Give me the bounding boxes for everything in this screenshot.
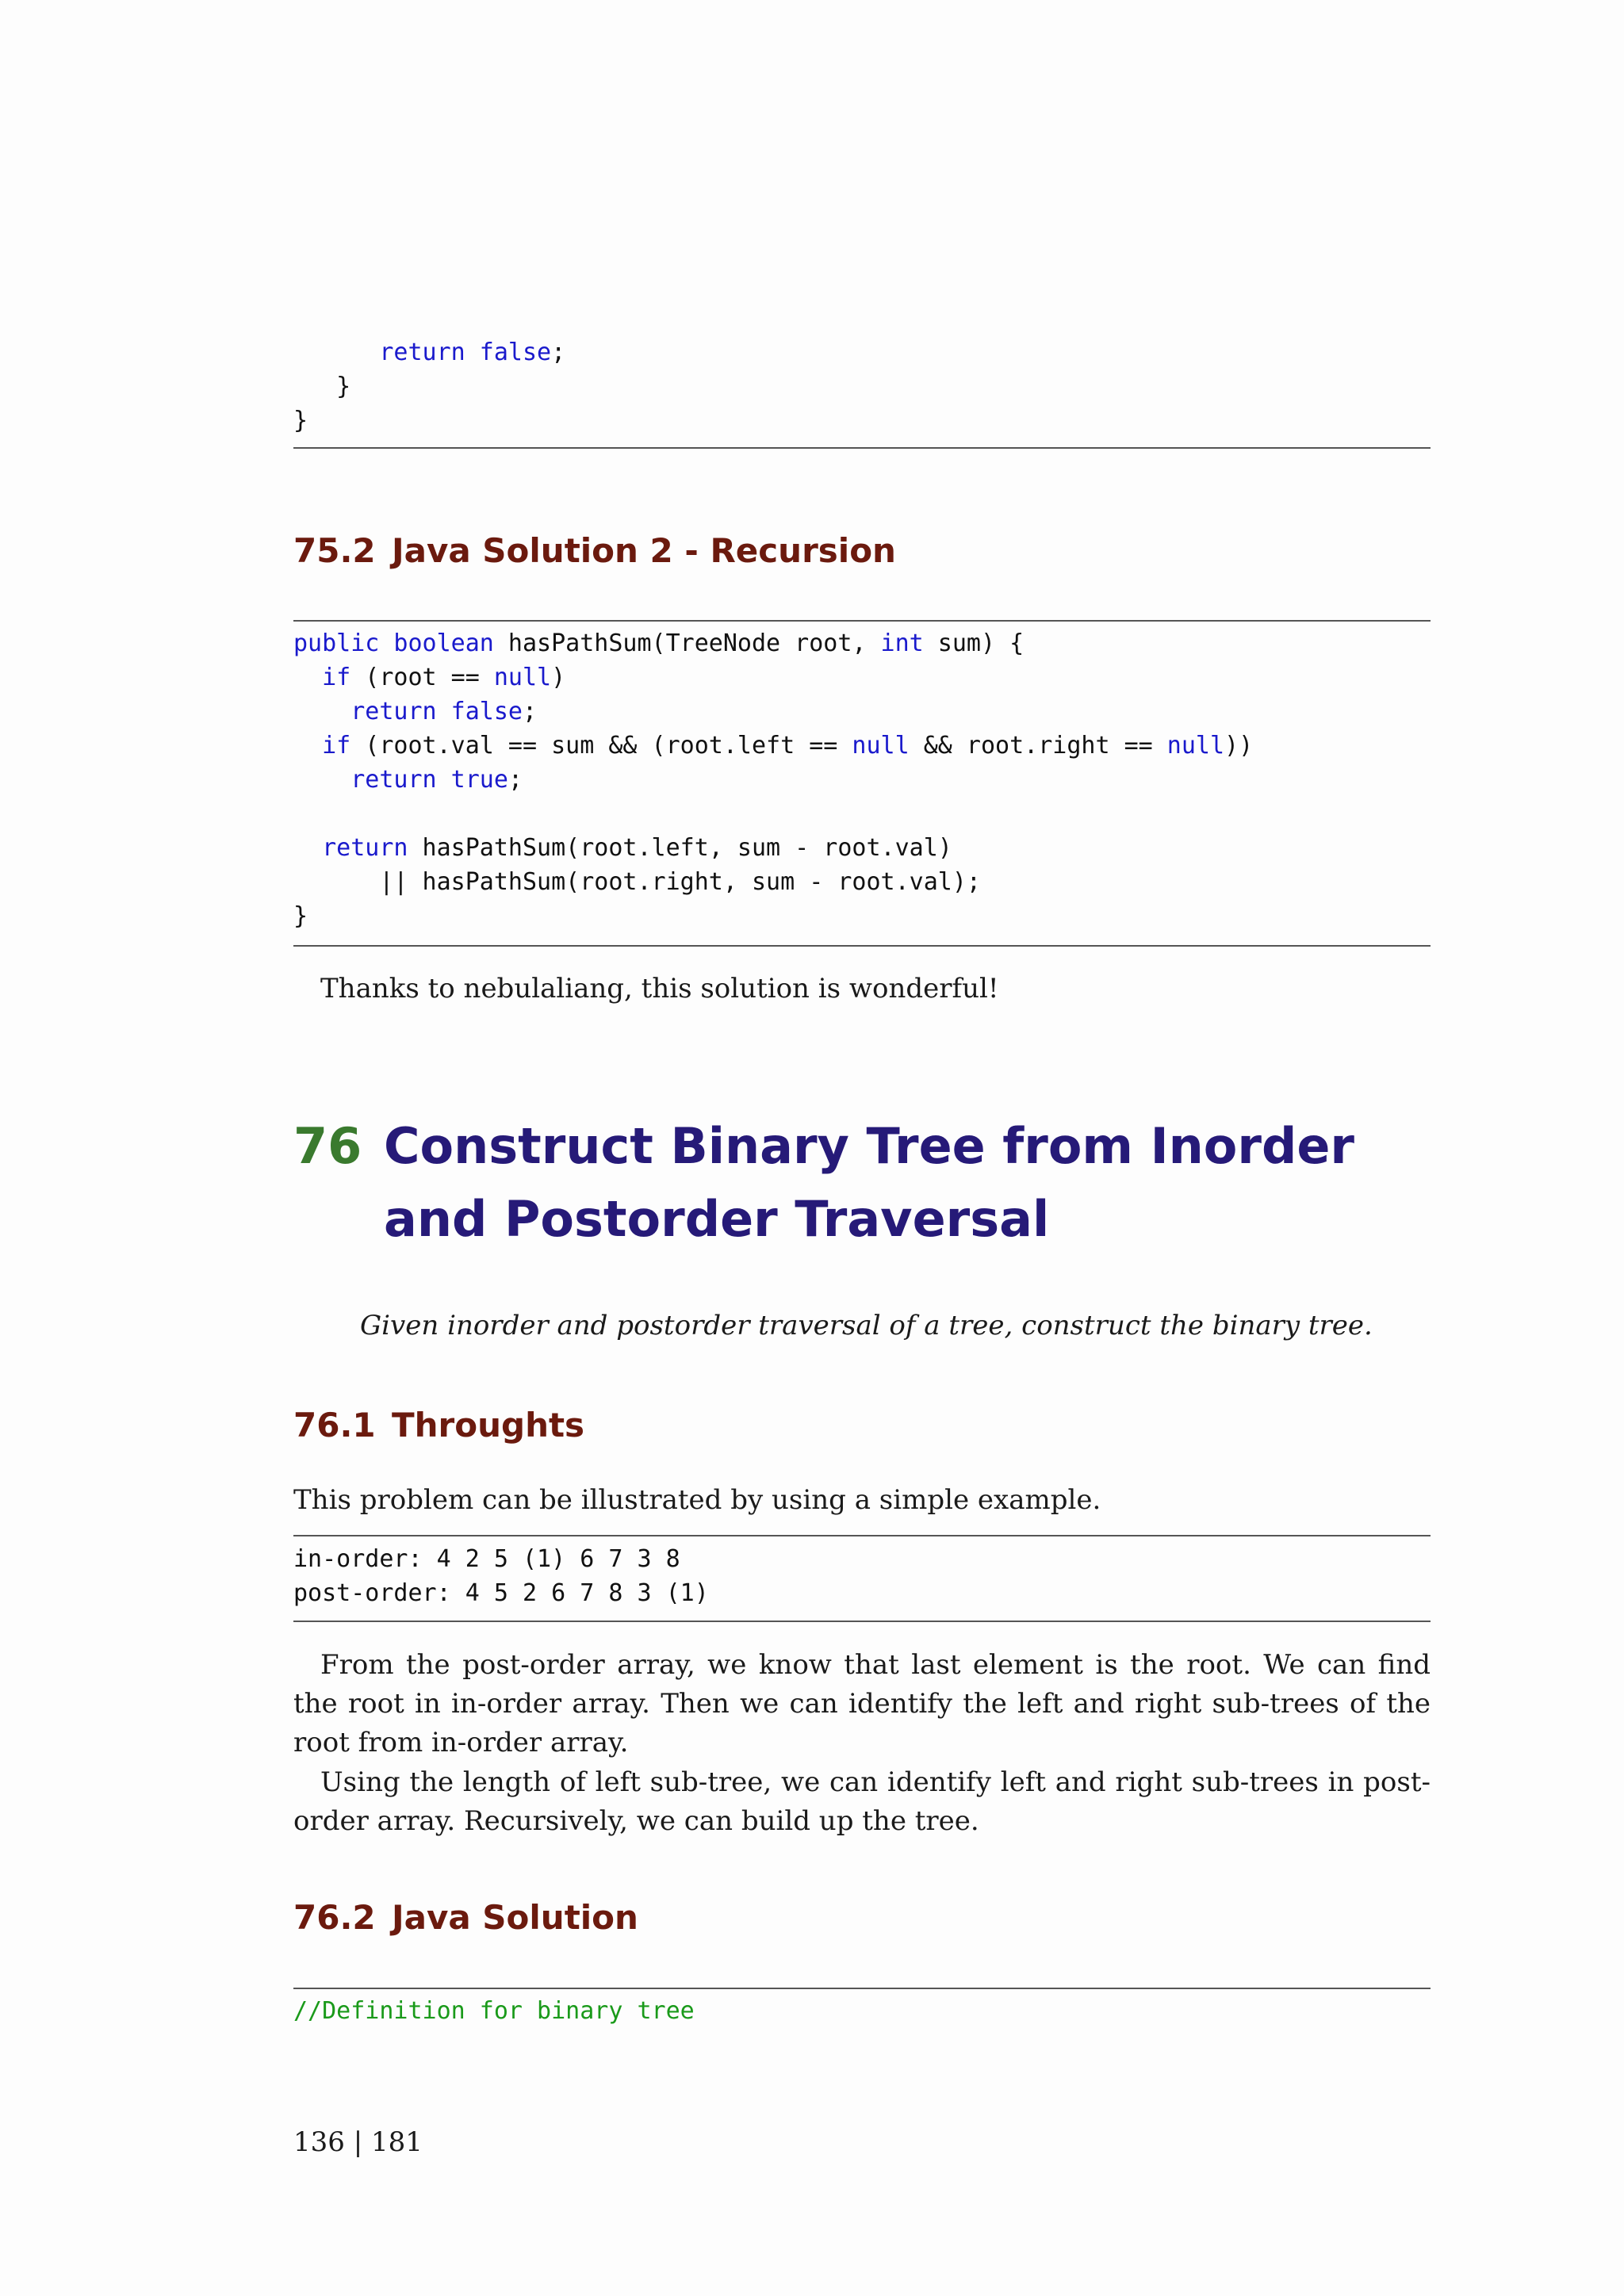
code-block-traversal-example — [293, 1542, 709, 1610]
code-line — [293, 629, 1024, 657]
code-block-top — [293, 335, 565, 438]
code-line — [293, 1545, 680, 1573]
code-token — [293, 698, 350, 725]
code-token — [293, 339, 379, 366]
chapter-number: 76 — [293, 1117, 362, 1175]
code-keyword: null — [1166, 732, 1225, 760]
code-token: ; — [551, 339, 566, 366]
code-rule-top — [293, 620, 1431, 622]
code-keyword: if — [322, 664, 351, 691]
code-token — [293, 664, 322, 691]
code-comment: //Definition for binary tree — [293, 1997, 695, 2025]
code-rule-bottom — [293, 945, 1431, 947]
explanation-paragraph-2: Using the length of left sub-tree, we can identify left and right sub-trees in post-order array. Recursively, we can build up the tree. — [293, 1766, 1431, 1837]
code-keyword: null — [852, 732, 910, 760]
code-token: } — [293, 902, 308, 930]
code-token: )) — [1224, 732, 1254, 760]
code-token: ) — [551, 664, 566, 691]
code-token: ; — [508, 766, 523, 794]
code-line — [293, 407, 308, 434]
section-heading-76-1 — [293, 1403, 584, 1448]
code-token: } — [293, 373, 351, 400]
code-token: (root.val == sum && (root.left == — [350, 732, 852, 760]
code-keyword: null — [493, 664, 552, 691]
code-token: in-order: 4 2 5 (1) 6 7 3 8 — [293, 1545, 680, 1573]
section-title: Throughts — [392, 1406, 585, 1445]
code-token: ; — [523, 698, 538, 725]
code-keyword: return false — [350, 698, 523, 725]
code-line — [293, 868, 981, 896]
section-number: 76.2 — [293, 1898, 376, 1937]
code-keyword: return false — [379, 339, 552, 366]
explanation-paragraph-1: From the post-order array, we know that last element is the root. We can find the root in in-order array. Then we can identify the left and right sub-trees of the root from in-order array. — [293, 1649, 1431, 1758]
code-keyword: public boolean — [293, 629, 494, 657]
code-line — [293, 339, 565, 366]
code-keyword: return — [322, 834, 408, 862]
code-line — [293, 1997, 695, 2025]
section-heading-75-2 — [293, 529, 896, 573]
code-token — [293, 834, 322, 862]
section-heading-76-2 — [293, 1896, 638, 1940]
code-token: && root.right == — [909, 732, 1167, 760]
code-token: hasPathSum(TreeNode root, — [493, 629, 881, 657]
code-token: hasPathSum(root.left, sum - root.val) — [408, 834, 952, 862]
code-keyword: int — [880, 629, 924, 657]
code-keyword: return true — [350, 766, 508, 794]
chapter-abstract: Given inorder and postorder traversal of a tree, construct the binary tree. — [360, 1310, 1373, 1341]
intro-paragraph: This problem can be illustrated by using a simple example. — [293, 1484, 1101, 1516]
section-number: 76.1 — [293, 1406, 376, 1445]
section-number: 75.2 — [293, 531, 376, 570]
chapter-title: Construct Binary Tree from Inorder and Postorder Traversal — [384, 1117, 1354, 1248]
code-rule-bottom — [293, 1621, 1431, 1622]
code-line — [293, 664, 565, 691]
section-title: Java Solution — [392, 1898, 638, 1937]
page-number: 136 | 181 — [293, 2126, 423, 2158]
code-block-has-path-sum — [293, 626, 1253, 933]
code-token: sum) { — [923, 629, 1025, 657]
code-rule-top — [293, 1535, 1431, 1536]
code-token: || hasPathSum(root.right, sum - root.val); — [293, 868, 981, 896]
code-rule-top — [293, 1988, 1431, 1989]
code-line — [293, 373, 350, 400]
code-block-java-solution — [293, 1994, 695, 2028]
code-line — [293, 834, 952, 862]
code-token: (root == — [350, 664, 494, 691]
thanks-paragraph: Thanks to nebulaliang, this solution is wonderful! — [320, 973, 999, 1004]
code-line — [293, 732, 1253, 760]
code-line — [293, 766, 523, 794]
code-token — [293, 732, 322, 760]
code-rule-bottom — [293, 447, 1431, 449]
code-token — [293, 766, 350, 794]
code-keyword: if — [322, 732, 351, 760]
code-token: post-order: 4 5 2 6 7 8 3 (1) — [293, 1579, 709, 1607]
code-line — [293, 1579, 709, 1607]
section-title: Java Solution 2 - Recursion — [392, 531, 896, 570]
code-line — [293, 698, 537, 725]
code-line — [293, 902, 308, 930]
code-token: } — [293, 407, 308, 434]
